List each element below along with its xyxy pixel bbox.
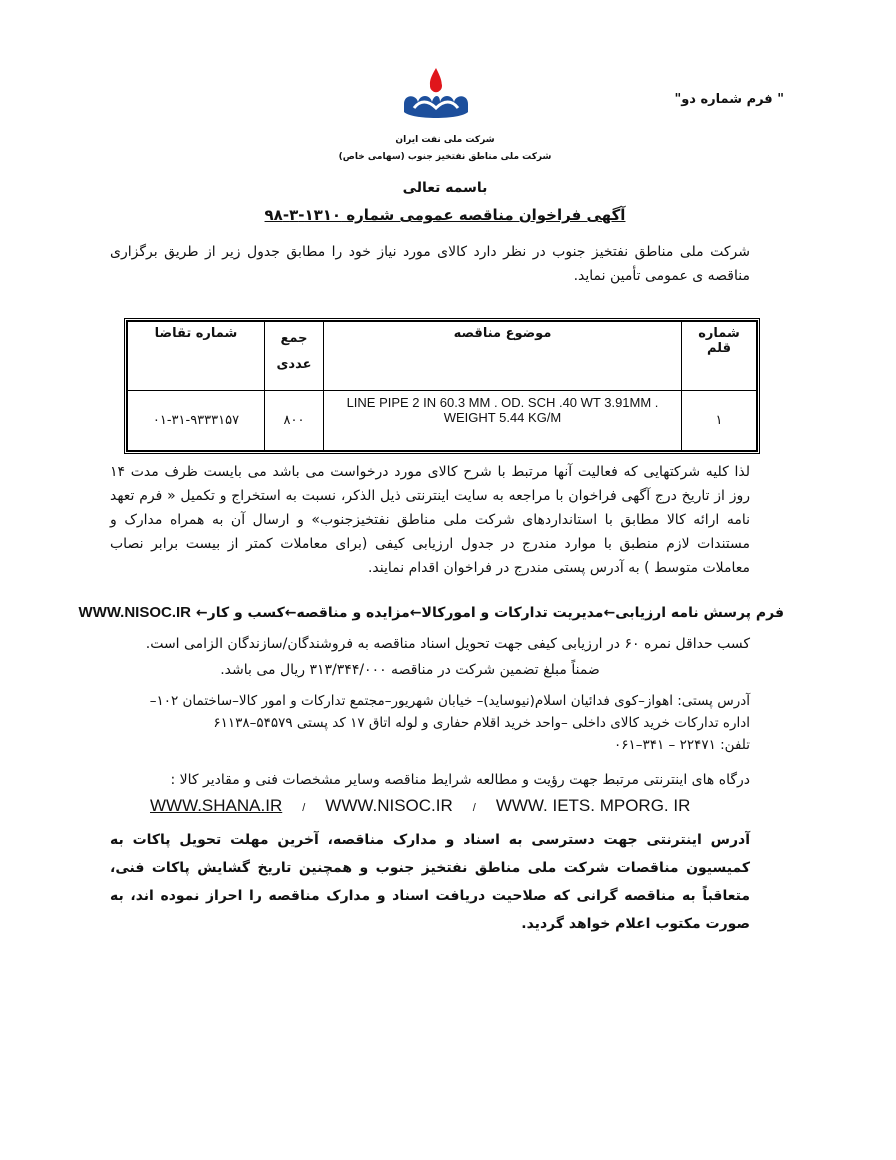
company-name-2: شرکت ملی مناطق نفتخیز جنوب (سهامی خاص): [338, 152, 552, 162]
tender-table: [124, 318, 760, 454]
header-request-no: شماره تقاضا: [128, 322, 265, 391]
form-path-line: [4, 604, 784, 621]
header-subject: موضوع مناقصه: [324, 322, 682, 391]
cell-subject: LINE PIPE 2 IN 60.3 MM . OD. SCH .40 WT 3.91MM . WEIGHT 5.44 KG/M: [324, 391, 682, 451]
address-line-1: آدرس پستی: اهواز–کوی فدائیان اسلام(نیوساید)– خیابان شهریور–مجتمع تدارکات و امور کالا–ساختمان ۱۰۲–: [149, 693, 750, 709]
table-header-row: [128, 322, 757, 391]
nisoc-link[interactable]: WWW.NISOC.IR: [325, 796, 453, 815]
form-number-label: " فرم شماره دو": [674, 92, 784, 107]
header-quantity: جمع عددی: [265, 322, 324, 391]
intro-paragraph: شرکت ملی مناطق نفتخیز جنوب در نظر دارد کالای مورد نیاز خود را مطابق جدول زیر از طریق برگزاری مناقصه ی عمومی تأمین نماید.: [110, 244, 750, 284]
postal-address: [110, 690, 750, 756]
cell-row-no: ۱: [682, 391, 757, 451]
url-separator: /: [472, 802, 476, 814]
closing-paragraph: آدرس اینترنتی جهت دسترسی به اسناد و مدارک مناقصه، آخرین مهلت تحویل پاکات به کمیسیون مناقصات شرکت ملی مناطق نفتخیز جنوب و همچنین تاریخ گشایش پاکات فنی، متعاقباً به مناقصه گرانی که صلاحیت دریافت اسناد و مدارک مناقصه را احراز نموده اند، به صورت مکتوب اعلام خواهد گردید.: [110, 832, 750, 932]
cell-request-no: ۰۱-۳۱-۹۳۳۳۱۵۷: [128, 391, 265, 451]
guarantee-amount: ضمناً مبلغ تضمین شرکت در مناقصه ۳۱۳/۳۴۴/۰۰۰ ریال می باشد.: [220, 662, 600, 678]
score-requirement: کسب حداقل نمره ۶۰ در ارزیابی کیفی جهت تحویل اسناد مناقصه به فروشندگان/سازندگان الزامی است.: [145, 636, 750, 652]
shana-link[interactable]: WWW.SHANA.IR: [150, 796, 283, 815]
table-row: [128, 391, 757, 451]
address-line-2: اداره تدارکات خرید کالای داخلی –واحد خرید اقلام حفاری و لوله اتاق ۱۷ کد پستی ۵۴۵۷۹–۶۱۱۳۸: [213, 715, 750, 731]
url-separator: /: [302, 802, 306, 814]
iets-link[interactable]: WWW. IETS. MPORG. IR: [495, 796, 691, 815]
nioc-logo-icon: [400, 64, 472, 124]
body-paragraph: لذا کلیه شرکتهایی که فعالیت آنها مرتبط با شرح کالای مورد درخواست می باشد می بایست ظرف مدت ۱۴ روز از تاریخ درج آگهی فراخوان با مراجعه به سایت اینترنتی ذیل الذکر، نسبت به استخراج و تکمیل « فرم تعهد نامه ارائه کالا مطابق با استانداردهای شرکت ملی مناطق نفتخیزجنوب» و ارسال آن به همراه مدارک و مستندات لازم منطبق با موارد مندرج در جدول ارزیابی کیفی (برای معاملات کمتر از بیست برابر نصاب معاملات متوسط ) به آدرس پستی مندرج در فراخوان اقدام نمایند.: [110, 464, 750, 576]
tender-title-text: آگهی فراخوان مناقصه عمومی شماره ۱۳۱۰-۳-۹۸: [264, 206, 626, 224]
header-row-no: شماره قلم: [682, 322, 757, 391]
company-name-1: شرکت ملی نفت ایران: [395, 135, 495, 145]
portals-text: درگاه های اینترنتی مرتبط جهت رؤیت و مطالعه شرایط مناقصه وسایر مشخصات فنی و مقادیر کالا :: [170, 772, 750, 788]
basmala-heading: باسمه تعالی: [402, 180, 488, 196]
portal-urls: [150, 796, 750, 816]
form-path-text: فرم پرسش نامه ارزیابی←مدیریت تدارکات و امورکالا←مزایده و مناقصه←کسب و کار←: [195, 605, 784, 621]
cell-quantity: ۸۰۰: [265, 391, 324, 451]
form-path-site-link[interactable]: WWW.NISOC.IR: [78, 604, 192, 621]
address-phone: تلفن: ۲۲۴۷۱ – ۳۴۱–۰۶۱: [613, 737, 750, 753]
tender-title: [200, 206, 690, 224]
